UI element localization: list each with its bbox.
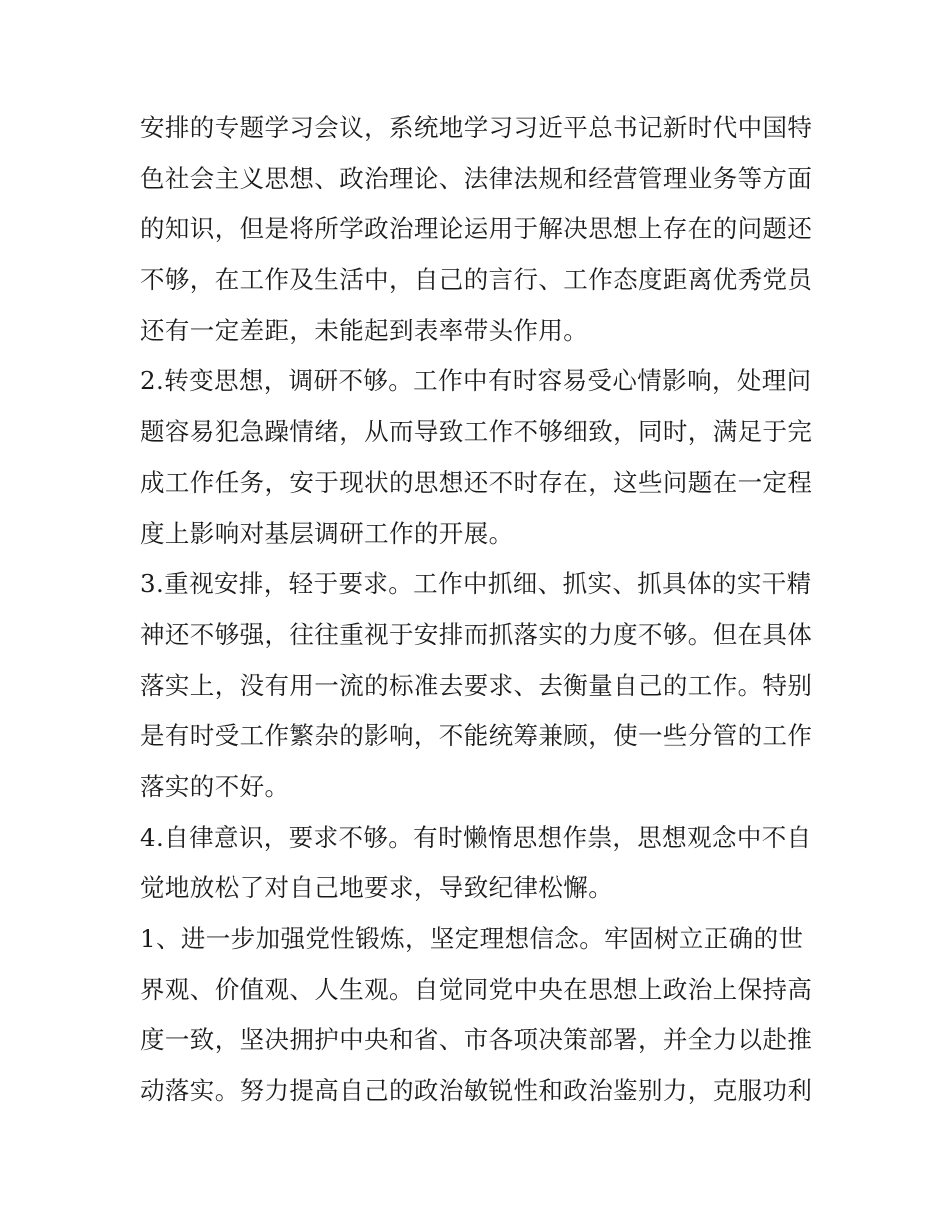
text-line: 界观、价值观、人生观。自觉同党中央在思想上政治上保持高 <box>140 974 813 1004</box>
text-line: 安排的专题学习会议，系统地学习习近平总书记新时代中国特 <box>140 113 813 142</box>
text-line: 的知识，但是将所学政治理论运用于解决思想上存在的问题还 <box>140 214 813 244</box>
text-line: 动落实。努力提高自己的政治敏锐性和政治鉴别力，克服功利 <box>140 1076 813 1106</box>
text-line: 1、进一步加强党性锻炼，坚定理想信念。牢固树立正确的世 <box>140 924 804 953</box>
text-line: 还有一定差距，未能起到表率带头作用。 <box>140 315 589 345</box>
text-line: 落实上，没有用一流的标准去要求、去衡量自己的工作。特别 <box>140 670 813 700</box>
text-line: 题容易犯急躁情绪，从而导致工作不够细致，同时，满足于完 <box>140 417 813 447</box>
text-line: 不够，在工作及生活中，自己的言行、工作态度距离优秀党员 <box>140 265 813 295</box>
text-line: 是有时受工作繁杂的影响，不能统筹兼顾，使一些分管的工作 <box>140 721 813 751</box>
text-line: 度一致，坚决拥护中央和省、市各项决策部署，并全力以赴推 <box>140 1025 813 1055</box>
text-line: 成工作任务，安于现状的思想还不时存在，这些问题在一定程 <box>140 467 813 497</box>
text-line: 色社会主义思想、政治理论、法律法规和经营管理业务等方面 <box>140 163 813 193</box>
text-line: 3.重视安排，轻于要求。工作中抓细、抓实、抓具体的实干精 <box>140 569 812 599</box>
text-line: 度上影响对基层调研工作的开展。 <box>140 518 514 548</box>
text-line: 2.转变思想，调研不够。工作中有时容易受心情影响，处理问 <box>140 366 812 396</box>
text-line: 神还不够强，往往重视于安排而抓落实的力度不够。但在具体 <box>140 619 813 649</box>
text-line: 落实的不好。 <box>140 771 290 801</box>
text-line: 觉地放松了对自己地要求，导致纪律松懈。 <box>140 873 614 903</box>
text-line: 4.自律意识，要求不够。有时懒惰思想作祟，思想观念中不自 <box>140 822 812 852</box>
document-body <box>140 103 812 1117</box>
